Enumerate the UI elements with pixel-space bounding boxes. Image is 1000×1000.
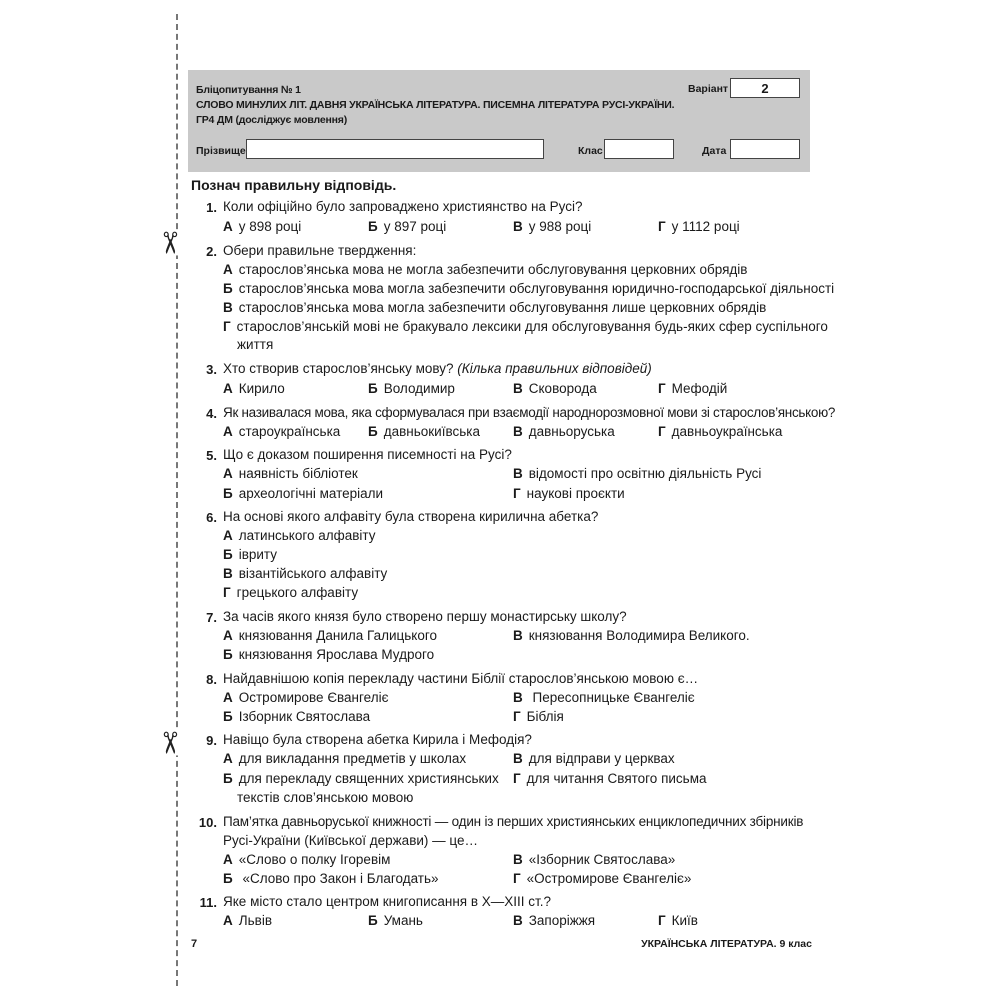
scissors-icon: ✂ <box>151 730 187 756</box>
question-text: Обери правильне твердження: <box>223 243 417 258</box>
option[interactable]: Б старослов’янська мова могла забезпечити обслуговування юридично-господарської діяльності <box>223 281 835 296</box>
instruction: Познач правильну відповідь. <box>191 177 397 193</box>
question-text: За часів якого князя було створено першу монастирську школу? <box>223 609 627 624</box>
variant-field[interactable]: 2 <box>730 78 800 98</box>
option[interactable]: В візантійського алфавіту <box>223 566 388 581</box>
option-continuation: життя <box>237 337 274 352</box>
option[interactable]: Г наукові проєкти <box>513 486 625 501</box>
option[interactable]: Г «Остромирове Євангеліє» <box>513 871 692 886</box>
class-field[interactable] <box>604 139 674 159</box>
option[interactable]: Г старослов’янській мові не бракувало лексики для обслуговування будь-яких сфер суспільного <box>223 319 828 334</box>
option[interactable]: Г Київ <box>658 913 698 928</box>
cut-line <box>176 14 178 986</box>
option[interactable]: Г Біблія <box>513 709 564 724</box>
page-number: 7 <box>191 938 198 950</box>
option[interactable]: А староукраїнська <box>223 424 341 439</box>
option[interactable]: В Пересопницьке Євангеліє <box>513 690 695 705</box>
option[interactable]: Г грецького алфавіту <box>223 585 359 600</box>
question-number: 5. <box>206 448 217 463</box>
option[interactable]: Б Володимир <box>368 381 455 396</box>
class-label: Клас <box>578 145 603 157</box>
scissors-icon: ✂ <box>151 230 187 256</box>
option[interactable]: В у 988 році <box>513 219 592 234</box>
option[interactable]: А латинського алфавіту <box>223 528 376 543</box>
quiz-topic: СЛОВО МИНУЛИХ ЛІТ. ДАВНЯ УКРАЇНСЬКА ЛІТЕРАТУРА. ПИСЕМНА ЛІТЕРАТУРА РУСІ-УКРАЇНИ. <box>196 99 675 111</box>
option[interactable]: Б івриту <box>223 547 278 562</box>
option[interactable]: Г у 1112 році <box>658 219 740 234</box>
question-number: 11. <box>199 895 217 910</box>
option[interactable]: Б давньокиївська <box>368 424 480 439</box>
surname-label: Прізвище <box>196 145 246 157</box>
option[interactable]: В давньоруська <box>513 424 615 439</box>
option[interactable]: В Запоріжжя <box>513 913 596 928</box>
option[interactable]: Б археологічні матеріали <box>223 486 384 501</box>
question-text: На основі якого алфавіту була створена кирилична абетка? <box>223 509 599 524</box>
question-number: 4. <box>206 406 217 421</box>
option[interactable]: Г давньоукраїнська <box>658 424 783 439</box>
option[interactable]: Г для читання Святого письма <box>513 771 707 786</box>
question-text: Що є доказом поширення писемності на Русі? <box>223 447 512 462</box>
quiz-number: Бліцопитування № 1 <box>196 84 301 96</box>
question-number: 1. <box>206 200 217 215</box>
question-text: Хто створив старослов’янську мову? (Кілька правильних відповідей) <box>223 361 652 376</box>
option[interactable]: А наявність бібліотек <box>223 466 358 481</box>
option[interactable]: В для відправи у церквах <box>513 751 675 766</box>
option[interactable]: А Кирило <box>223 381 285 396</box>
question-number: 6. <box>206 510 217 525</box>
question-number: 9. <box>206 733 217 748</box>
option[interactable]: А «Слово о полку Ігоревім <box>223 852 391 867</box>
question-number: 3. <box>206 362 217 377</box>
question-number: 8. <box>206 672 217 687</box>
option[interactable]: В «Ізборник Святослава» <box>513 852 676 867</box>
question-text: Як називалася мова, яка сформувалася при взаємодії народнорозмовної мови зі старослов’янською? <box>223 405 836 420</box>
option[interactable]: В князювання Володимира Великого. <box>513 628 750 643</box>
question-text: Найдавнішою копія перекладу частини Біблії старослов’янською мовою є… <box>223 671 699 686</box>
surname-field[interactable] <box>246 139 544 159</box>
option[interactable]: А для викладання предметів у школах <box>223 751 467 766</box>
question-text: Коли офіційно було запроваджено християнство на Русі? <box>223 199 583 214</box>
option[interactable]: В старослов’янська мова могла забезпечити обслуговування лише церковних обрядів <box>223 300 767 315</box>
quiz-header <box>188 70 810 172</box>
question-number: 10. <box>198 815 217 830</box>
question-text-line2: Русі-України (Київської держави) — це… <box>223 833 478 848</box>
option[interactable]: Б Умань <box>368 913 423 928</box>
question-text: Яке місто стало центром книгописання в X—XIII ст.? <box>223 894 551 909</box>
option[interactable]: Г Мефодій <box>658 381 728 396</box>
variant-label: Варіант <box>688 83 729 95</box>
option[interactable]: А Львів <box>223 913 272 928</box>
question-number: 2. <box>206 244 217 259</box>
option[interactable]: Б у 897 році <box>368 219 447 234</box>
option[interactable]: А старослов’янська мова не могла забезпечити обслуговування церковних обрядів <box>223 262 748 277</box>
option[interactable]: А Остромирове Євангеліє <box>223 690 389 705</box>
question-number: 7. <box>206 610 217 625</box>
option[interactable]: Б для перекладу священних християнських <box>223 771 499 786</box>
option[interactable]: Б князювання Ярослава Мудрого <box>223 647 435 662</box>
option[interactable]: Б «Слово про Закон і Благодать» <box>223 871 439 886</box>
quiz-subtitle: ГР4 ДМ (досліджує мовлення) <box>196 114 348 126</box>
option[interactable]: А у 898 році <box>223 219 302 234</box>
option[interactable]: В Сковорода <box>513 381 597 396</box>
option[interactable]: В відомості про освітню діяльність Русі <box>513 466 762 481</box>
option-continuation: текстів слов’янською мовою <box>237 790 414 805</box>
option[interactable]: Б Ізборник Святослава <box>223 709 371 724</box>
date-label: Дата <box>702 145 727 157</box>
date-field[interactable] <box>730 139 800 159</box>
option[interactable]: А князювання Данила Галицького <box>223 628 437 643</box>
question-text: Пам’ятка давньоруської книжності — один із перших християнських енциклопедичних збірників <box>223 814 804 829</box>
question-text: Навіщо була створена абетка Кирила і Мефодія? <box>223 732 532 747</box>
book-title: УКРАЇНСЬКА ЛІТЕРАТУРА. 9 клас <box>641 938 812 950</box>
